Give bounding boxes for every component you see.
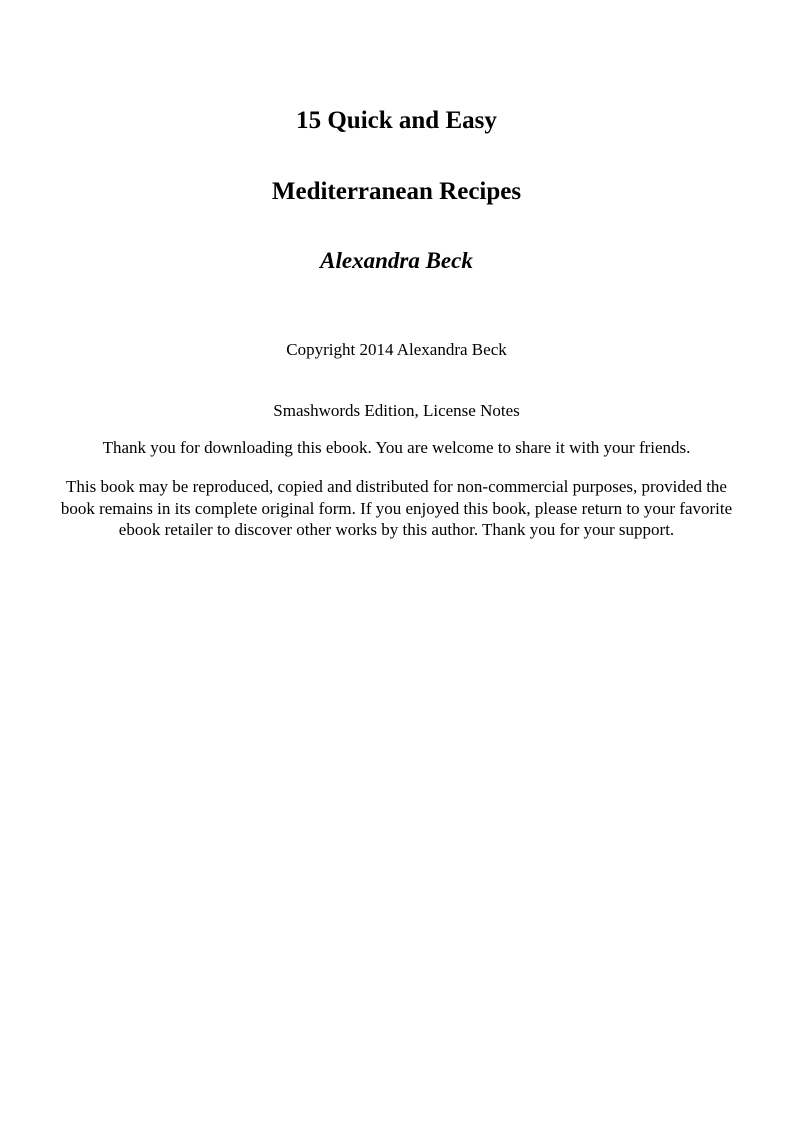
thanks-paragraph: Thank you for downloading this ebook. You are welcome to share it with your friends. <box>102 438 691 457</box>
license-paragraph: This book may be reproduced, copied and distributed for non-commercial purposes, provided the book remains in its complete original form. If you enjoyed this book, please return to your favorite ebook retailer to discover other works by this author. Thank you for your support. <box>60 477 733 539</box>
copyright-notice: Copyright 2014 Alexandra Beck <box>286 340 507 359</box>
edition-heading: Smashwords Edition, License Notes <box>273 401 520 420</box>
book-title-line-1: 15 Quick and Easy <box>296 107 497 134</box>
book-title-line-2: Mediterranean Recipes <box>271 178 522 205</box>
author-name: Alexandra Beck <box>320 248 473 273</box>
